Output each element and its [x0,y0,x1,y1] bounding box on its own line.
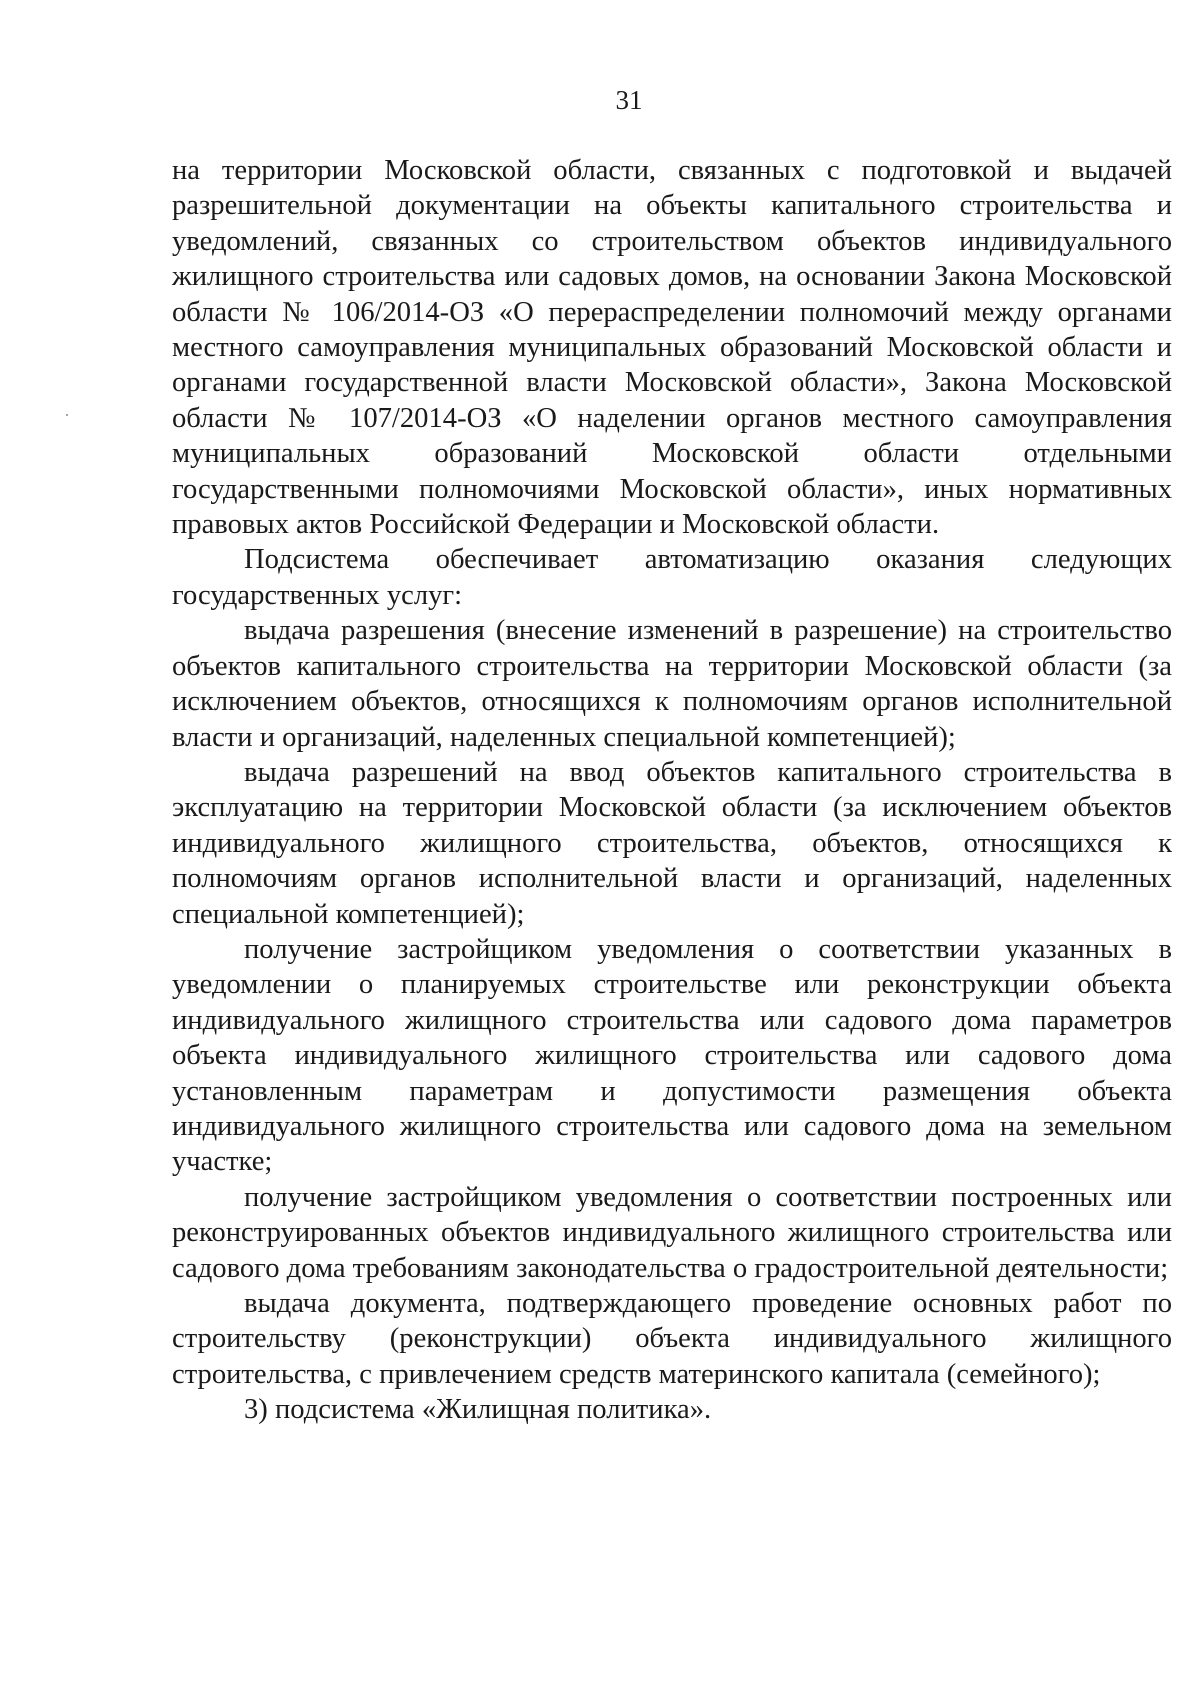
document-body [172,153,1172,1428]
paragraph-subsystem-intro: Подсистема обеспечивает автоматизацию оказания следующих государственных услуг: [172,544,1172,611]
paragraph-service-commissioning-permit: выдача разрешений на ввод объектов капитального строительства в эксплуатацию на территории Московской области (за исключением объектов индивидуального жилищного строительства, объектов, относящихся к полномочиям органов исполнительной власти и организаций, наделенных специальной компетенцией); [172,756,1172,930]
paragraph-service-planned-construction-notice: получение застройщиком уведомления о соответствии указанных в уведомлении о планируемых строительстве или реконструкции объекта индивидуального жилищного строительства или садового дома параметров объекта индивидуального жилищного строительства или садового дома установленным параметрам и допустимости размещения объекта индивидуального жилищного строительства или садового дома на земельном участке; [172,933,1172,1178]
paragraph-continuation: на территории Московской области, связанных с подготовкой и выдачей разрешительной документации на объекты капитального строительства и уведомлений, связанных со строительством объектов индивидуального жилищного строительства или садовых домов, на основании Закона Московской области № 106/2014-ОЗ «О перераспределении полномочий между органами местного самоуправления муниципальных образований Московской области и органами государственной власти Московской области», Закона Московской области № 107/2014-ОЗ «О наделении органов местного самоуправления муниципальных образований Московской области отдельными государственными полномочиями Московской области», иных нормативных правовых актов Российской Федерации и Московской области. [172,155,1172,541]
page-number: 31 [615,85,643,115]
paragraph-service-maternity-capital-document: выдача документа, подтверждающего проведение основных работ по строительству (реконструкции) объекта индивидуального жилищного строительства, с привлечением средств материнского капитала (семейного); [172,1288,1172,1390]
paragraph-service-built-compliance-notice: получение застройщиком уведомления о соответствии построенных или реконструированных объектов индивидуального жилищного строительства или садового дома требованиям законодательства о градостроительной деятельности; [172,1181,1172,1284]
scan-speck [66,414,68,416]
paragraph-housing-policy-subsystem: 3) подсистема «Жилищная политика». [244,1394,712,1426]
paragraph-service-construction-permit: выдача разрешения (внесение изменений в разрешение) на строительство объектов капитального строительства на территории Московской области (за исключением объектов, относящихся к полномочиям органов исполнительной власти и организаций, наделенных специальной компетенцией); [172,615,1172,753]
